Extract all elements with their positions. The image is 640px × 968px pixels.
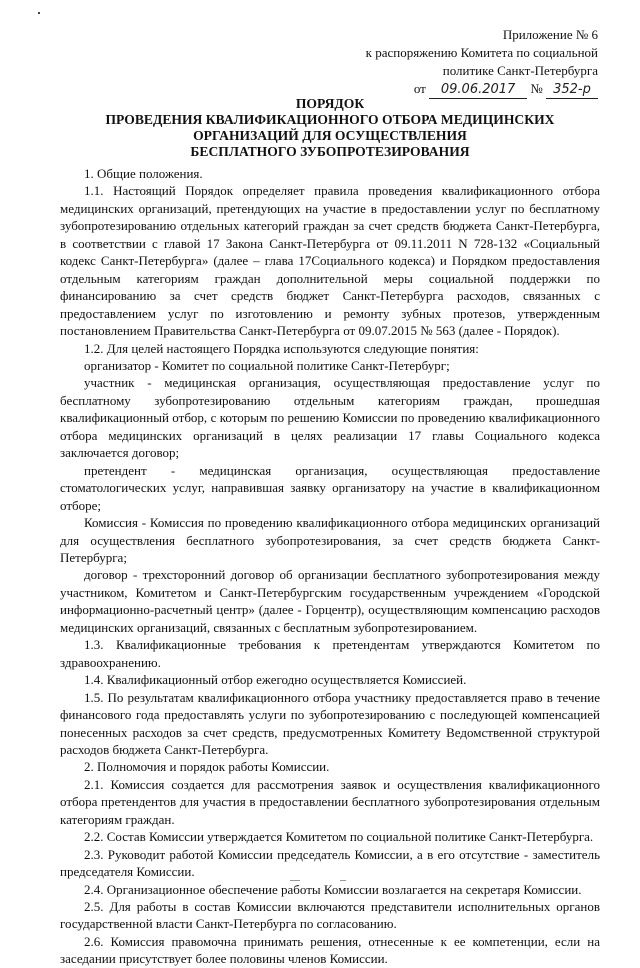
title-line: БЕСПЛАТНОГО ЗУБОПРОТЕЗИРОВАНИЯ — [190, 144, 470, 159]
scan-speck — [38, 12, 40, 14]
definition-item: Комиссия - Комиссия по проведению квалификационного отбора медицинских организаций для осуществления бесплатного зубопротезирования, за счет средств бюджета Санкт-Петербурга; — [60, 515, 600, 565]
definition-item: участник - медицинская организация, осуществляющая предоставление услуг по бесплатному зубопротезированию отдельным категориям граждан, прошедшая квалификационный отбор, с которым по решению Комиссии по проведению квалификационного отбора медицинских организаций в целях реализации 17 главы Социального кодекса заключается договор; — [60, 375, 600, 461]
document-body — [60, 165, 600, 968]
appendix-header — [298, 26, 598, 99]
scan-mark — [340, 880, 346, 881]
definition-item: организатор - Комитет по социальной политике Санкт-Петербург; — [84, 357, 450, 373]
order-reference: к распоряжению Комитета по социальной — [365, 45, 598, 60]
scan-mark — [290, 880, 300, 881]
definition-item: договор - трехсторонний договор об организации бесплатного зубопротезирования между участником, Комитетом и Санкт-Петербургским государственным учреждением «Городской информационно-расчетный центр» (далее - Горцентр), осуществляющим компенсацию расходов медицинских организаций, связанных с бесплатным зубопротезированием. — [60, 567, 600, 635]
paragraph: 2.6. Комиссия правомочна принимать решения, отнесенные к ее компетенции, если на заседании присутствует более половины членов Комиссии. — [60, 933, 600, 967]
paragraph: 2.2. Состав Комиссии утверждается Комитетом по социальной политике Санкт-Петербурга. — [84, 829, 594, 845]
definition-item: претендент - медицинская организация, осуществляющая предоставление стоматологических услуг, направившая заявку организатору на участие в квалификационном отборе; — [60, 462, 600, 513]
paragraph: 1.1. Настоящий Порядок определяет правила проведения квалификационного отбора медицинских организаций, претендующих на участие в предоставлении услуг по бесплатному зубопротезированию отдельных категорий граждан за счет средств бюджета Санкт-Петербурга, в соответствии с главой 17 Закона Санкт-Петербурга от 09.11.2011 N 728-132 «Социальный кодекс Санкт-Петербурга» (далее – глава 17Социального кодекса) и Порядком предоставления отдельным категориям граждан дополнительной меры социальной поддержки по финансированию за счет средств бюджет Санкт-Петербурга расходов, связанных с предоставлением услуг по изготовлению и ремонту зубных протезов, утвержденным постановлением Правительства Санкт-Петербурга от 09.07.2015 № 563 (далее - Порядок). — [60, 183, 600, 339]
committee-name: политике Санкт-Петербурга — [442, 63, 598, 78]
paragraph: 2.4. Организационное обеспечение работы Комиссии возлагается на секретаря Комиссии. — [84, 881, 582, 897]
paragraph: 2.5. Для работы в состав Комиссии включаются представители исполнительных органов государственной власти Санкт-Петербурга по согласованию. — [60, 899, 600, 932]
title-line: ОРГАНИЗАЦИЙ ДЛЯ ОСУЩЕСТВЛЕНИЯ — [193, 128, 467, 143]
paragraph: 1.3. Квалификационные требования к претендентам утверждаются Комитетом по здравоохранению. — [60, 637, 600, 670]
document-title — [60, 96, 600, 160]
handwritten-number: 352-р — [546, 82, 598, 99]
paragraph: 2.3. Руководит работой Комиссии председатель Комиссии, а в его отсутствие - заместитель председателя Комиссии. — [60, 846, 600, 880]
paragraph: 1.4. Квалификационный отбор ежегодно осуществляется Комиссией. — [84, 672, 467, 688]
handwritten-date: 09.06.2017 — [429, 82, 527, 99]
title-line: ПОРЯДОК — [295, 96, 365, 111]
paragraph: 1.5. По результатам квалификационного отбора участнику предоставляется право в течение финансового года предоставлять услуги по зубопротезированию с последующей компенсацией понесенных расходов за счет средств, предусмотренных Комитету Ведомственной структурой расходов бюджета Санкт-Петербурга. — [60, 689, 600, 757]
from-label: от — [413, 81, 426, 96]
section-heading: 2. Полномочия и порядок работы Комиссии. — [84, 759, 330, 775]
section-heading: 1. Общие положения. — [84, 166, 203, 181]
appendix-number: Приложение № 6 — [502, 27, 598, 42]
title-line: ПРОВЕДЕНИЯ КВАЛИФИКАЦИОННОГО ОТБОРА МЕДИЦИНСКИХ — [105, 112, 555, 127]
paragraph: 1.2. Для целей настоящего Порядка используются следующие понятия: — [84, 340, 479, 356]
paragraph: 2.1. Комиссия создается для рассмотрения заявок и осуществления квалификационного отбора претендентов для участия в предоставлении бесплатного зубопротезирования отдельным категориям граждан. — [60, 776, 600, 827]
number-label: № — [530, 81, 543, 96]
